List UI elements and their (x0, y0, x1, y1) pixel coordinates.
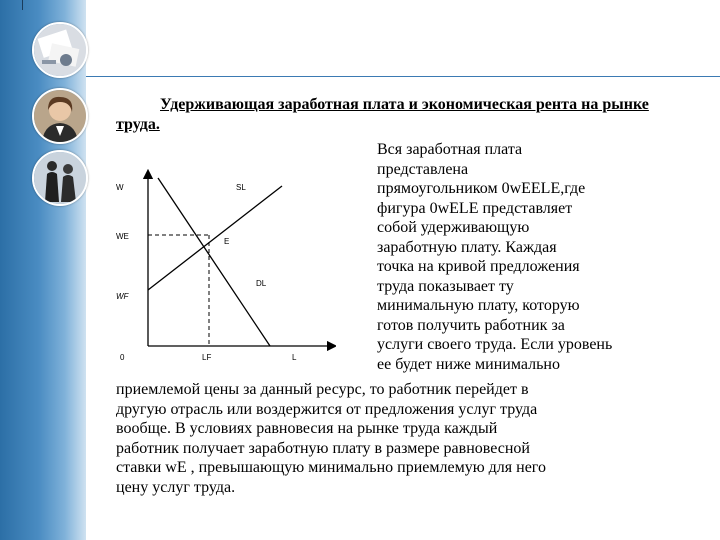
text-line: труда показывает ту (377, 277, 514, 295)
text-line: приемлемой цены за данный ресурс, то работник перейдет в (116, 381, 529, 398)
demand-curve (158, 178, 270, 346)
documents-photo-icon (32, 22, 88, 78)
y-axis-label: W (116, 183, 124, 192)
equilibrium-point-label: E (224, 237, 230, 246)
text-line: фигура 0wELE представляет (377, 199, 573, 217)
woman-portrait-photo-icon (32, 88, 88, 144)
paragraph-right-column (377, 140, 712, 374)
text-line: готов получить работник за (377, 316, 565, 334)
text-line: представлена (377, 160, 469, 178)
text-line: минимальную плату, которую (377, 297, 580, 314)
text-line: цену услуг труда. (116, 478, 236, 496)
text-line: Вся заработная плата (377, 141, 523, 158)
text-line: ставки wE , превышающую минимально приемлемую для него (116, 459, 546, 476)
labor-market-diagram (106, 168, 336, 374)
origin-label: 0 (120, 353, 125, 362)
text-line: вообще. В условиях равновесия на рынке труда каждый (116, 420, 498, 437)
text-line: ее будет ниже минимально (377, 355, 560, 373)
page-title: Удерживающая заработная плата и экономическая рента на рынке труда. (116, 96, 649, 133)
text-line: прямоугольником 0wEELE,где (377, 180, 586, 197)
text-line: собой удерживающую (377, 219, 530, 236)
lower-wage-label: WF (116, 292, 129, 301)
x-axis-label: L (292, 353, 297, 362)
business-people-photo-icon (32, 150, 88, 206)
text-line: заработную плату. Каждая (377, 238, 557, 256)
equilibrium-wage-label: WE (116, 232, 129, 241)
left-decorative-bar (0, 0, 86, 540)
text-line: точка на кривой предложения (377, 258, 580, 275)
paragraph-full-width (116, 380, 706, 497)
supply-label: SL (236, 183, 246, 192)
text-line: услуги своего труда. Если уровень (377, 336, 613, 353)
labor-quantity-label: LF (202, 353, 212, 362)
demand-label: DL (256, 279, 267, 288)
text-line: работник получает заработную плату в размере равновесной (116, 439, 530, 457)
header-rule (86, 76, 720, 77)
supply-curve (148, 186, 282, 290)
text-line: другую отрасль или воздержится от предложения услуг труда (116, 400, 538, 418)
edge-line (22, 0, 23, 10)
